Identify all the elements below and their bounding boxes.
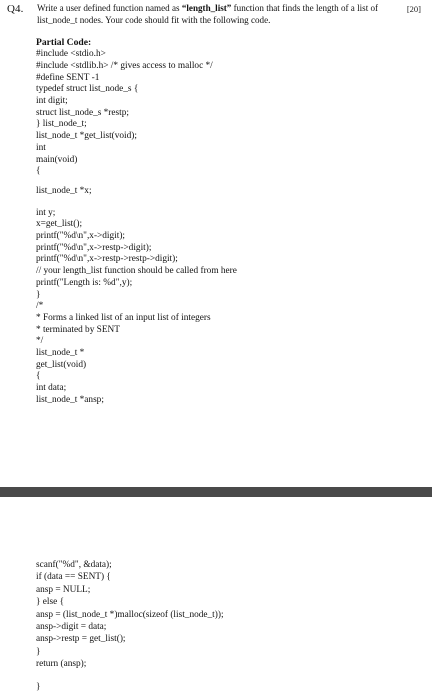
code-line: list_node_t *	[36, 348, 85, 359]
code-line: * terminated by SENT	[36, 324, 120, 335]
code-line: printf("%d\n",x->restp->digit);	[36, 242, 152, 253]
question-text	[37, 2, 397, 26]
question-number: Q4.	[7, 3, 24, 15]
code-line: struct list_node_s *restp;	[36, 107, 129, 118]
code-line: get_list(void)	[36, 359, 87, 370]
code-line: list_node_t *get_list(void);	[36, 131, 137, 142]
code-gap	[36, 671, 416, 681]
code-line: }	[36, 681, 41, 692]
partial-code-block	[36, 37, 416, 407]
code-gap	[36, 198, 416, 208]
code-line: int	[36, 142, 46, 153]
function-name: “length_list”	[181, 3, 232, 13]
code-line: #define SENT -1	[36, 72, 100, 83]
code-line: scanf("%d", &data);	[36, 560, 112, 570]
code-line: int y;	[36, 207, 56, 218]
code-line: {	[36, 166, 41, 177]
code-line: list_node_t *ansp;	[36, 394, 104, 405]
code-line: } list_node_t;	[36, 119, 87, 130]
code-line: printf("%d\n",x->restp->restp->digit);	[36, 254, 178, 265]
code-line: x=get_list();	[36, 219, 83, 230]
code-line: }	[36, 646, 41, 657]
code-line: } else {	[36, 597, 65, 608]
code-line: {	[36, 371, 41, 382]
code-line: #include <stdio.h>	[36, 49, 106, 60]
code-line: #include <stdlib.h> /* gives access to malloc */	[36, 60, 213, 71]
code-line: printf("%d\n",x->digit);	[36, 231, 126, 242]
code-line: return (ansp);	[36, 659, 87, 670]
code-line: * Forms a linked list of an input list of integers	[36, 312, 211, 323]
code-line: /*	[36, 301, 44, 312]
partial-code-heading: Partial Code:	[36, 37, 92, 48]
code-line: ansp = NULL;	[36, 584, 91, 595]
code-line: main(void)	[36, 154, 78, 165]
code-line: ansp = (list_node_t *)malloc(sizeof (list_node_t));	[36, 609, 224, 620]
question-marks: [20]	[406, 4, 421, 14]
code-gap	[36, 178, 416, 186]
code-line: ansp->restp = get_list();	[36, 634, 126, 645]
code-line: */	[36, 336, 44, 347]
question-text-before: Write a user defined function named as	[37, 3, 182, 13]
code-line: typedef struct list_node_s {	[36, 84, 139, 95]
code-line: int digit;	[36, 96, 68, 107]
code-line: if (data == SENT) {	[36, 572, 111, 583]
continued-code-block	[36, 559, 416, 693]
page-separator	[0, 487, 432, 497]
code-line: }	[36, 289, 41, 300]
code-line: // your length_list function should be called from here	[36, 266, 237, 277]
code-line: ansp->digit = data;	[36, 622, 107, 633]
code-line: list_node_t *x;	[36, 185, 92, 196]
code-line: printf("Length is: %d",y);	[36, 277, 133, 288]
code-line: int data;	[36, 383, 67, 394]
question-text-after: function that finds the length of a list of list_node_t nodes. Your code should fit with the following code.	[37, 3, 379, 25]
